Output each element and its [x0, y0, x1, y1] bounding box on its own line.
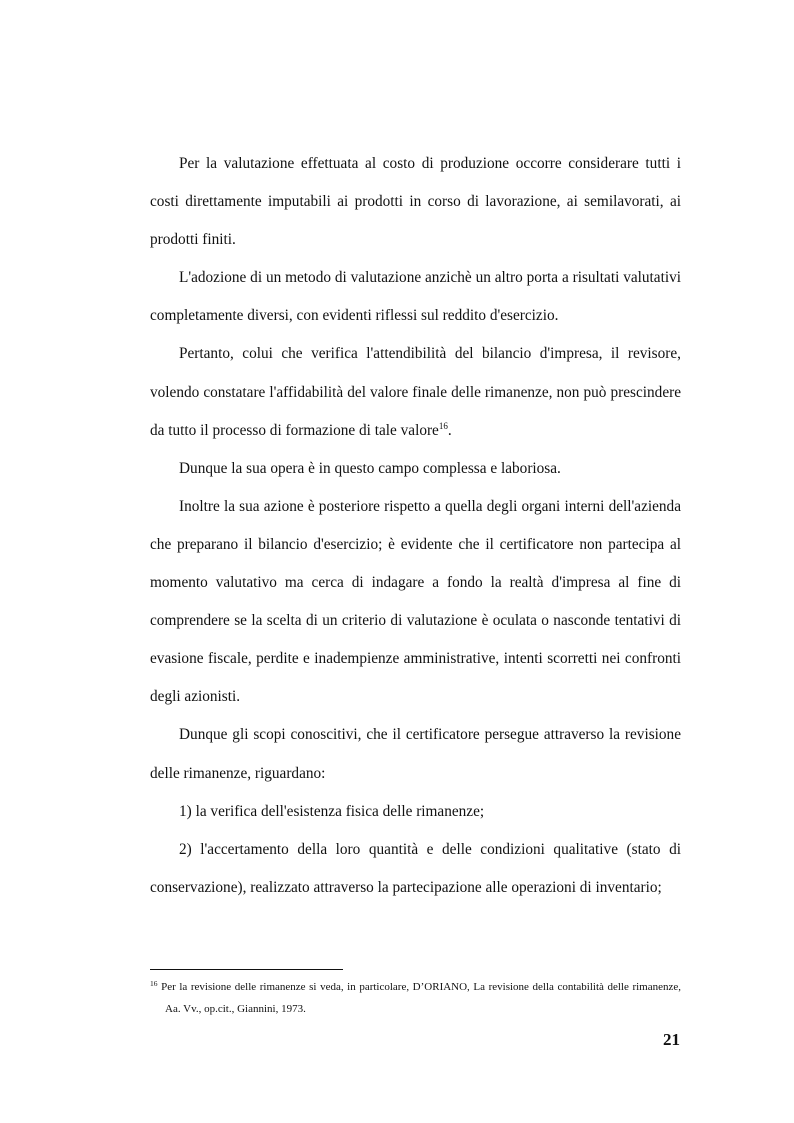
paragraph-tail: . [447, 421, 452, 439]
paragraph: Dunque gli scopi conoscitivi, che il certificatore persegue attraverso la revisione delle rimanenze, riguardano: [150, 726, 681, 782]
list-item: 2) l'accertamento della loro quantità e delle condizioni qualitative (stato di conservazione), realizzato attraverso la partecipazione alle operazioni di inventario; [150, 840, 681, 896]
page-number: 21 [663, 1030, 680, 1049]
footnote-number: 16 [150, 979, 158, 988]
paragraph [150, 335, 681, 449]
body-text [150, 145, 681, 907]
paragraph: Dunque la sua opera è in questo campo complessa e laboriosa. [179, 459, 561, 477]
paragraph: Per la valutazione effettuata al costo di produzione occorre considerare tutti i costi direttamente imputabili ai prodotti in corso di lavorazione, ai semilavorati, ai prodotti finiti. [150, 155, 681, 249]
footnote-text: Per la revisione delle rimanenze si veda, in particolare, D’ORIANO, La revisione della contabilità delle rimanenze, Aa. Vv., op.cit., Giannini, 1973. [161, 981, 682, 1015]
paragraph: Inoltre la sua azione è posteriore rispetto a quella degli organi interni dell'azienda che preparano il bilancio d'esercizio; è evidente che il certificatore non partecipa al momento valutativo ma cerca di indagare a fondo la realtà d'impresa al fine di comprendere se la scelta di un criterio di valutazione è oculata o nasconde tentativi di evasione fiscale, perdite e inadempienze amministrative, intenti scorretti nei confronti degli azionisti. [150, 497, 681, 706]
list-item: 1) la verifica dell'esistenza fisica delle rimanenze; [179, 802, 485, 820]
paragraph: L'adozione di un metodo di valutazione anzichè un altro porta a risultati valutativi completamente diversi, con evidenti riflessi sul reddito d'esercizio. [150, 269, 681, 325]
footnote-separator [150, 969, 343, 970]
paragraph-text: Pertanto, colui che verifica l'attendibilità del bilancio d'impresa, il revisore, volendo constatare l'affidabilità del valore finale delle rimanenze, non può prescindere da tutto il processo di formazione di tale valore [150, 345, 681, 439]
footnote [150, 976, 681, 1020]
footnote-reference[interactable]: 16 [438, 420, 448, 431]
